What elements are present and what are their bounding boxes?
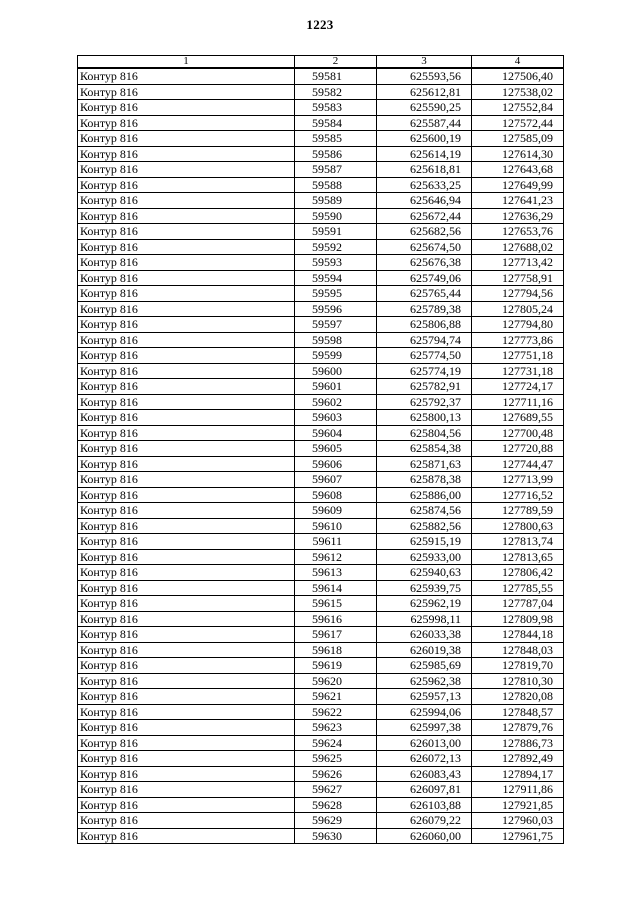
y-coordinate-cell: 127820,08 xyxy=(472,689,564,705)
x-coordinate-cell: 625614,19 xyxy=(377,146,472,162)
point-number-cell: 59626 xyxy=(295,766,377,782)
contour-cell: Контур 816 xyxy=(78,131,295,147)
point-number-cell: 59605 xyxy=(295,441,377,457)
x-coordinate-cell: 625774,19 xyxy=(377,363,472,379)
y-coordinate-cell: 127758,91 xyxy=(472,270,564,286)
x-coordinate-cell: 625854,38 xyxy=(377,441,472,457)
table-row xyxy=(78,472,564,488)
contour-cell: Контур 816 xyxy=(78,658,295,674)
point-number-cell: 59609 xyxy=(295,503,377,519)
x-coordinate-cell: 625957,13 xyxy=(377,689,472,705)
x-coordinate-cell: 625593,56 xyxy=(377,68,472,84)
point-number-cell: 59606 xyxy=(295,456,377,472)
contour-cell: Контур 816 xyxy=(78,751,295,767)
table-row xyxy=(78,332,564,348)
y-coordinate-cell: 127713,42 xyxy=(472,255,564,271)
point-number-cell: 59584 xyxy=(295,115,377,131)
x-coordinate-cell: 626097,81 xyxy=(377,782,472,798)
contour-cell: Контур 816 xyxy=(78,813,295,829)
y-coordinate-cell: 127848,03 xyxy=(472,642,564,658)
y-coordinate-cell: 127713,99 xyxy=(472,472,564,488)
point-number-cell: 59587 xyxy=(295,162,377,178)
table-row xyxy=(78,689,564,705)
table-row xyxy=(78,379,564,395)
page-number: 1223 xyxy=(306,17,334,32)
point-number-cell: 59630 xyxy=(295,828,377,844)
table-row xyxy=(78,162,564,178)
x-coordinate-cell: 625646,94 xyxy=(377,193,472,209)
table-row xyxy=(78,441,564,457)
contour-cell: Контур 816 xyxy=(78,84,295,100)
y-coordinate-cell: 127643,68 xyxy=(472,162,564,178)
x-coordinate-cell: 625682,56 xyxy=(377,224,472,240)
x-coordinate-cell: 625749,06 xyxy=(377,270,472,286)
y-coordinate-cell: 127813,65 xyxy=(472,549,564,565)
x-coordinate-cell: 625672,44 xyxy=(377,208,472,224)
table-row xyxy=(78,596,564,612)
point-number-cell: 59593 xyxy=(295,255,377,271)
y-coordinate-cell: 127848,57 xyxy=(472,704,564,720)
point-number-cell: 59590 xyxy=(295,208,377,224)
table-row xyxy=(78,348,564,364)
point-number-cell: 59600 xyxy=(295,363,377,379)
contour-cell: Контур 816 xyxy=(78,611,295,627)
y-coordinate-cell: 127773,86 xyxy=(472,332,564,348)
x-coordinate-cell: 625998,11 xyxy=(377,611,472,627)
y-coordinate-cell: 127794,80 xyxy=(472,317,564,333)
y-coordinate-cell: 127911,86 xyxy=(472,782,564,798)
x-coordinate-cell: 625590,25 xyxy=(377,100,472,116)
x-coordinate-cell: 626013,00 xyxy=(377,735,472,751)
point-number-cell: 59617 xyxy=(295,627,377,643)
contour-cell: Контур 816 xyxy=(78,704,295,720)
x-coordinate-cell: 625800,13 xyxy=(377,410,472,426)
x-coordinate-cell: 625600,19 xyxy=(377,131,472,147)
y-coordinate-cell: 127744,47 xyxy=(472,456,564,472)
point-number-cell: 59594 xyxy=(295,270,377,286)
point-number-cell: 59582 xyxy=(295,84,377,100)
table-header xyxy=(78,56,564,69)
y-coordinate-cell: 127653,76 xyxy=(472,224,564,240)
table-row xyxy=(78,487,564,503)
point-number-cell: 59597 xyxy=(295,317,377,333)
contour-cell: Контур 816 xyxy=(78,735,295,751)
column-header-1: 1 xyxy=(78,56,295,69)
table-row xyxy=(78,131,564,147)
contour-cell: Контур 816 xyxy=(78,673,295,689)
point-number-cell: 59611 xyxy=(295,534,377,550)
table-row xyxy=(78,301,564,317)
table-row xyxy=(78,317,564,333)
x-coordinate-cell: 625871,63 xyxy=(377,456,472,472)
contour-cell: Контур 816 xyxy=(78,487,295,503)
contour-cell: Контур 816 xyxy=(78,689,295,705)
y-coordinate-cell: 127720,88 xyxy=(472,441,564,457)
y-coordinate-cell: 127892,49 xyxy=(472,751,564,767)
point-number-cell: 59616 xyxy=(295,611,377,627)
y-coordinate-cell: 127794,56 xyxy=(472,286,564,302)
contour-cell: Контур 816 xyxy=(78,782,295,798)
table-row xyxy=(78,84,564,100)
y-coordinate-cell: 127844,18 xyxy=(472,627,564,643)
y-coordinate-cell: 127789,59 xyxy=(472,503,564,519)
point-number-cell: 59615 xyxy=(295,596,377,612)
x-coordinate-cell: 625792,37 xyxy=(377,394,472,410)
y-coordinate-cell: 127751,18 xyxy=(472,348,564,364)
point-number-cell: 59603 xyxy=(295,410,377,426)
contour-cell: Контур 816 xyxy=(78,797,295,813)
table-row xyxy=(78,270,564,286)
contour-cell: Контур 816 xyxy=(78,565,295,581)
y-coordinate-cell: 127886,73 xyxy=(472,735,564,751)
table-row xyxy=(78,797,564,813)
contour-cell: Контур 816 xyxy=(78,270,295,286)
point-number-cell: 59608 xyxy=(295,487,377,503)
table-row xyxy=(78,410,564,426)
point-number-cell: 59602 xyxy=(295,394,377,410)
y-coordinate-cell: 127813,74 xyxy=(472,534,564,550)
contour-cell: Контур 816 xyxy=(78,348,295,364)
point-number-cell: 59585 xyxy=(295,131,377,147)
y-coordinate-cell: 127572,44 xyxy=(472,115,564,131)
table-row xyxy=(78,673,564,689)
contour-cell: Контур 816 xyxy=(78,410,295,426)
point-number-cell: 59619 xyxy=(295,658,377,674)
contour-cell: Контур 816 xyxy=(78,379,295,395)
y-coordinate-cell: 127614,30 xyxy=(472,146,564,162)
point-number-cell: 59581 xyxy=(295,68,377,84)
point-number-cell: 59592 xyxy=(295,239,377,255)
x-coordinate-cell: 625882,56 xyxy=(377,518,472,534)
table-row xyxy=(78,208,564,224)
x-coordinate-cell: 625765,44 xyxy=(377,286,472,302)
x-coordinate-cell: 625940,63 xyxy=(377,565,472,581)
table-row xyxy=(78,720,564,736)
x-coordinate-cell: 626083,43 xyxy=(377,766,472,782)
contour-cell: Контур 816 xyxy=(78,580,295,596)
y-coordinate-cell: 127585,09 xyxy=(472,131,564,147)
table-row xyxy=(78,549,564,565)
table-row xyxy=(78,100,564,116)
x-coordinate-cell: 626019,38 xyxy=(377,642,472,658)
point-number-cell: 59620 xyxy=(295,673,377,689)
x-coordinate-cell: 625794,74 xyxy=(377,332,472,348)
table-row xyxy=(78,363,564,379)
table-row xyxy=(78,534,564,550)
point-number-cell: 59591 xyxy=(295,224,377,240)
x-coordinate-cell: 625933,00 xyxy=(377,549,472,565)
point-number-cell: 59629 xyxy=(295,813,377,829)
y-coordinate-cell: 127700,48 xyxy=(472,425,564,441)
x-coordinate-cell: 625962,19 xyxy=(377,596,472,612)
x-coordinate-cell: 625774,50 xyxy=(377,348,472,364)
contour-cell: Контур 816 xyxy=(78,177,295,193)
table-row xyxy=(78,177,564,193)
y-coordinate-cell: 127731,18 xyxy=(472,363,564,379)
contour-cell: Контур 816 xyxy=(78,766,295,782)
column-header-4: 4 xyxy=(472,56,564,69)
contour-cell: Контур 816 xyxy=(78,472,295,488)
table-row xyxy=(78,286,564,302)
contour-cell: Контур 816 xyxy=(78,239,295,255)
table-row xyxy=(78,68,564,84)
y-coordinate-cell: 127716,52 xyxy=(472,487,564,503)
y-coordinate-cell: 127810,30 xyxy=(472,673,564,689)
point-number-cell: 59627 xyxy=(295,782,377,798)
contour-cell: Контур 816 xyxy=(78,100,295,116)
contour-cell: Контур 816 xyxy=(78,301,295,317)
contour-cell: Контур 816 xyxy=(78,286,295,302)
table-row xyxy=(78,580,564,596)
point-number-cell: 59623 xyxy=(295,720,377,736)
contour-cell: Контур 816 xyxy=(78,642,295,658)
contour-cell: Контур 816 xyxy=(78,534,295,550)
table-row xyxy=(78,394,564,410)
contour-cell: Контур 816 xyxy=(78,317,295,333)
x-coordinate-cell: 625806,88 xyxy=(377,317,472,333)
y-coordinate-cell: 127724,17 xyxy=(472,379,564,395)
y-coordinate-cell: 127894,17 xyxy=(472,766,564,782)
x-coordinate-cell: 625915,19 xyxy=(377,534,472,550)
y-coordinate-cell: 127711,16 xyxy=(472,394,564,410)
table-row xyxy=(78,565,564,581)
contour-cell: Контур 816 xyxy=(78,441,295,457)
y-coordinate-cell: 127506,40 xyxy=(472,68,564,84)
contour-cell: Контур 816 xyxy=(78,828,295,844)
x-coordinate-cell: 625618,81 xyxy=(377,162,472,178)
contour-cell: Контур 816 xyxy=(78,456,295,472)
x-coordinate-cell: 625997,38 xyxy=(377,720,472,736)
contour-cell: Контур 816 xyxy=(78,224,295,240)
y-coordinate-cell: 127538,02 xyxy=(472,84,564,100)
column-header-2: 2 xyxy=(295,56,377,69)
contour-cell: Контур 816 xyxy=(78,394,295,410)
x-coordinate-cell: 625633,25 xyxy=(377,177,472,193)
x-coordinate-cell: 626072,13 xyxy=(377,751,472,767)
y-coordinate-cell: 127688,02 xyxy=(472,239,564,255)
y-coordinate-cell: 127960,03 xyxy=(472,813,564,829)
x-coordinate-cell: 626060,00 xyxy=(377,828,472,844)
table-row xyxy=(78,704,564,720)
table-row xyxy=(78,503,564,519)
x-coordinate-cell: 625962,38 xyxy=(377,673,472,689)
contour-cell: Контур 816 xyxy=(78,627,295,643)
point-number-cell: 59598 xyxy=(295,332,377,348)
x-coordinate-cell: 625587,44 xyxy=(377,115,472,131)
table-row xyxy=(78,425,564,441)
y-coordinate-cell: 127805,24 xyxy=(472,301,564,317)
contour-cell: Контур 816 xyxy=(78,193,295,209)
column-header-3: 3 xyxy=(377,56,472,69)
y-coordinate-cell: 127552,84 xyxy=(472,100,564,116)
x-coordinate-cell: 626103,88 xyxy=(377,797,472,813)
table-body xyxy=(78,68,564,844)
point-number-cell: 59613 xyxy=(295,565,377,581)
point-number-cell: 59604 xyxy=(295,425,377,441)
y-coordinate-cell: 127649,99 xyxy=(472,177,564,193)
table-row xyxy=(78,224,564,240)
y-coordinate-cell: 127806,42 xyxy=(472,565,564,581)
y-coordinate-cell: 127641,23 xyxy=(472,193,564,209)
table-row xyxy=(78,627,564,643)
table-row xyxy=(78,642,564,658)
table-row xyxy=(78,456,564,472)
point-number-cell: 59607 xyxy=(295,472,377,488)
contour-cell: Контур 816 xyxy=(78,549,295,565)
table-row xyxy=(78,146,564,162)
contour-cell: Контур 816 xyxy=(78,425,295,441)
point-number-cell: 59583 xyxy=(295,100,377,116)
point-number-cell: 59621 xyxy=(295,689,377,705)
coordinates-table xyxy=(77,55,564,844)
point-number-cell: 59625 xyxy=(295,751,377,767)
x-coordinate-cell: 625789,38 xyxy=(377,301,472,317)
table-row xyxy=(78,828,564,844)
table-row xyxy=(78,766,564,782)
x-coordinate-cell: 626033,38 xyxy=(377,627,472,643)
point-number-cell: 59596 xyxy=(295,301,377,317)
contour-cell: Контур 816 xyxy=(78,68,295,84)
y-coordinate-cell: 127785,55 xyxy=(472,580,564,596)
x-coordinate-cell: 625939,75 xyxy=(377,580,472,596)
y-coordinate-cell: 127689,55 xyxy=(472,410,564,426)
table-row xyxy=(78,115,564,131)
x-coordinate-cell: 625985,69 xyxy=(377,658,472,674)
contour-cell: Контур 816 xyxy=(78,518,295,534)
y-coordinate-cell: 127921,85 xyxy=(472,797,564,813)
table-row xyxy=(78,813,564,829)
point-number-cell: 59595 xyxy=(295,286,377,302)
point-number-cell: 59614 xyxy=(295,580,377,596)
x-coordinate-cell: 625782,91 xyxy=(377,379,472,395)
point-number-cell: 59622 xyxy=(295,704,377,720)
header-row xyxy=(78,56,564,69)
point-number-cell: 59589 xyxy=(295,193,377,209)
x-coordinate-cell: 625674,50 xyxy=(377,239,472,255)
point-number-cell: 59628 xyxy=(295,797,377,813)
table-row xyxy=(78,518,564,534)
y-coordinate-cell: 127879,76 xyxy=(472,720,564,736)
y-coordinate-cell: 127961,75 xyxy=(472,828,564,844)
table-row xyxy=(78,255,564,271)
table-row xyxy=(78,782,564,798)
point-number-cell: 59599 xyxy=(295,348,377,364)
x-coordinate-cell: 625886,00 xyxy=(377,487,472,503)
y-coordinate-cell: 127809,98 xyxy=(472,611,564,627)
table-row xyxy=(78,735,564,751)
contour-cell: Контур 816 xyxy=(78,208,295,224)
x-coordinate-cell: 625804,56 xyxy=(377,425,472,441)
contour-cell: Контур 816 xyxy=(78,115,295,131)
x-coordinate-cell: 625874,56 xyxy=(377,503,472,519)
contour-cell: Контур 816 xyxy=(78,332,295,348)
y-coordinate-cell: 127800,63 xyxy=(472,518,564,534)
x-coordinate-cell: 625878,38 xyxy=(377,472,472,488)
contour-cell: Контур 816 xyxy=(78,363,295,379)
table-row xyxy=(78,611,564,627)
point-number-cell: 59610 xyxy=(295,518,377,534)
y-coordinate-cell: 127636,29 xyxy=(472,208,564,224)
contour-cell: Контур 816 xyxy=(78,255,295,271)
y-coordinate-cell: 127819,70 xyxy=(472,658,564,674)
contour-cell: Контур 816 xyxy=(78,162,295,178)
x-coordinate-cell: 625994,06 xyxy=(377,704,472,720)
table-row xyxy=(78,658,564,674)
x-coordinate-cell: 626079,22 xyxy=(377,813,472,829)
table-row xyxy=(78,751,564,767)
point-number-cell: 59624 xyxy=(295,735,377,751)
point-number-cell: 59601 xyxy=(295,379,377,395)
point-number-cell: 59588 xyxy=(295,177,377,193)
table-row xyxy=(78,193,564,209)
contour-cell: Контур 816 xyxy=(78,146,295,162)
contour-cell: Контур 816 xyxy=(78,503,295,519)
point-number-cell: 59612 xyxy=(295,549,377,565)
x-coordinate-cell: 625676,38 xyxy=(377,255,472,271)
table-row xyxy=(78,239,564,255)
y-coordinate-cell: 127787,04 xyxy=(472,596,564,612)
contour-cell: Контур 816 xyxy=(78,720,295,736)
point-number-cell: 59586 xyxy=(295,146,377,162)
x-coordinate-cell: 625612,81 xyxy=(377,84,472,100)
point-number-cell: 59618 xyxy=(295,642,377,658)
contour-cell: Контур 816 xyxy=(78,596,295,612)
